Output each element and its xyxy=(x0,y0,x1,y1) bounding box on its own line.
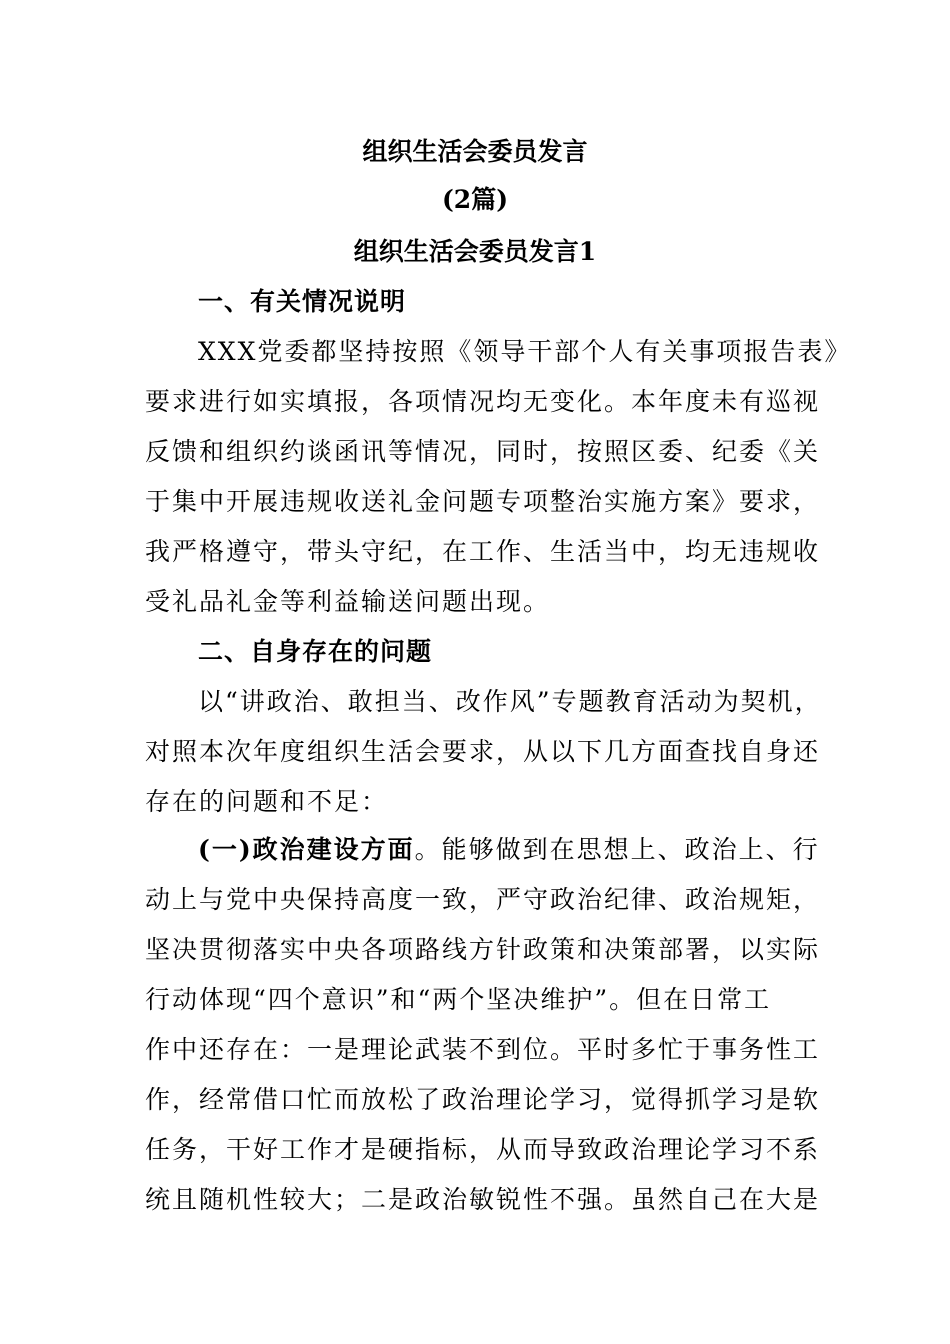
article-title: 组织生活会委员发言1 xyxy=(353,237,597,266)
section-heading-2: 二、自身存在的问题 xyxy=(198,637,433,666)
section-heading-1: 一、有关情况说明 xyxy=(198,287,407,316)
paragraph-line: XXX党委都坚持按照《领导干部个人有关事项报告表》 xyxy=(198,337,852,366)
paragraph-line: 我严格遵守，带头守纪，在工作、生活当中，均无违规收 xyxy=(145,537,821,566)
paragraph-line: 对照本次年度组织生活会要求，从以下几方面查找自身还 xyxy=(145,737,821,766)
paragraph-line: 作，经常借口忙而放松了政治理论学习，觉得抓学习是软 xyxy=(145,1085,821,1114)
paragraph-line: 存在的问题和不足： xyxy=(145,787,389,816)
subsection-text: 。能够做到在思想上、政治上、行 xyxy=(414,835,820,864)
paragraph-line: 动上与党中央保持高度一致，严守政治纪律、政治规矩， xyxy=(145,885,821,914)
paragraph-line: 于集中开展违规收送礼金问题专项整治实施方案》要求， xyxy=(145,487,821,516)
subsection-first-line xyxy=(198,830,820,870)
paragraph-line: 作中还存在：一是理论武装不到位。平时多忙于事务性工 xyxy=(145,1035,821,1064)
paragraph-line: 行动体现“四个意识”和“两个坚决维护”。但在日常工 xyxy=(145,985,772,1014)
paragraph-line: 任务，干好工作才是硬指标，从而导致政治理论学习不系 xyxy=(145,1135,821,1164)
paragraph-line: 坚决贯彻落实中央各项路线方针政策和决策部署，以实际 xyxy=(145,935,821,964)
paragraph-line: 要求进行如实填报，各项情况均无变化。本年度未有巡视 xyxy=(145,387,821,416)
subsection-label: (一)政治建设方面 xyxy=(198,835,415,864)
paragraph-line: 统且随机性较大；二是政治敏锐性不强。虽然自己在大是 xyxy=(145,1185,821,1214)
document-subtitle: (2篇) xyxy=(441,185,509,214)
paragraph-line: 受礼品礼金等利益输送问题出现。 xyxy=(145,587,551,616)
document-title: 组织生活会委员发言 xyxy=(362,137,588,166)
paragraph-line: 反馈和组织约谈函讯等情况，同时，按照区委、纪委《关 xyxy=(145,437,821,466)
paragraph-line: 以“讲政治、敢担当、改作风”专题教育活动为契机， xyxy=(198,687,822,716)
